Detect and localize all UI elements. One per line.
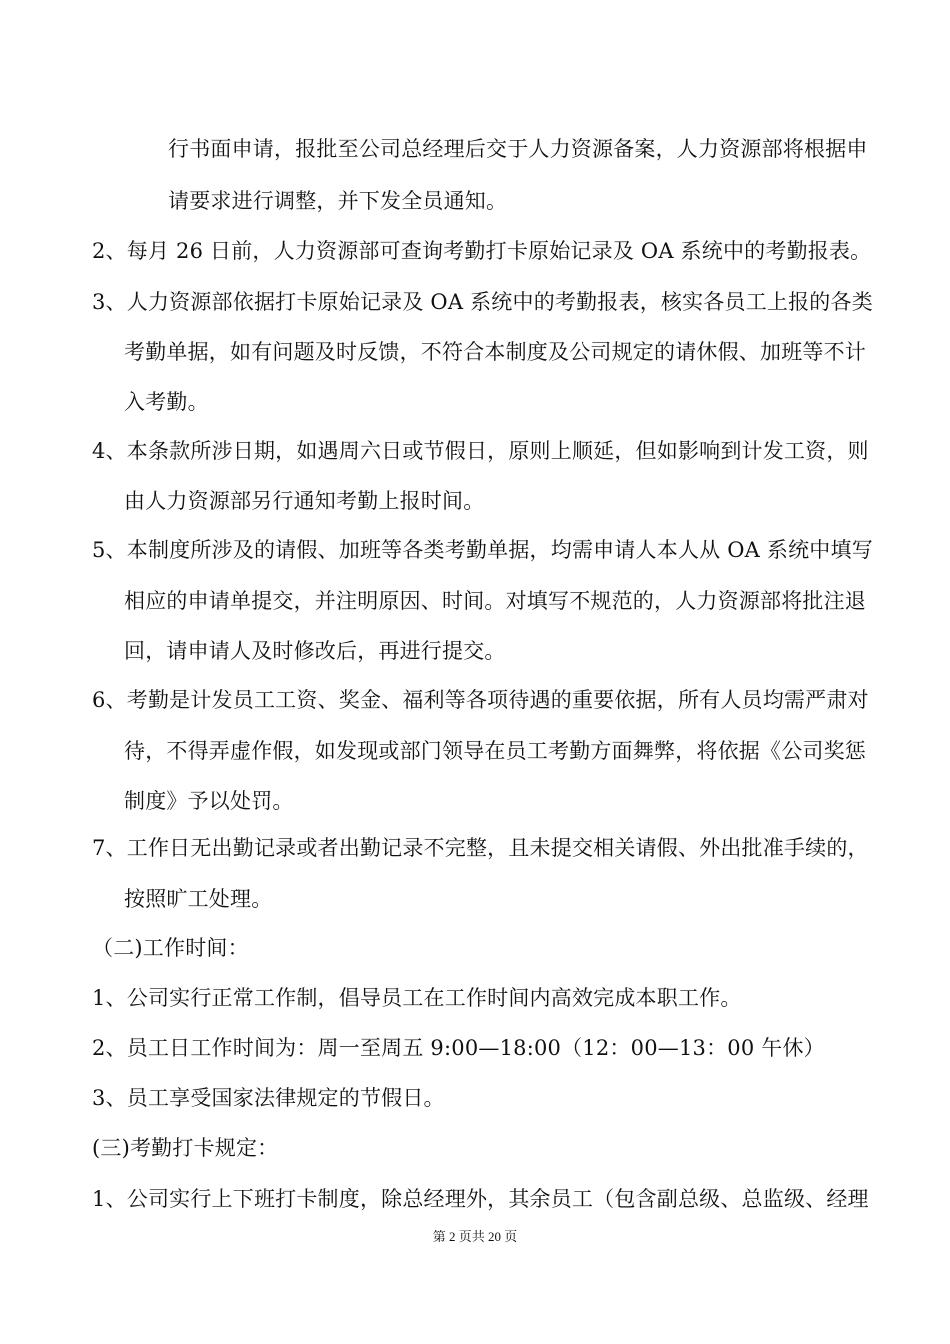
section-heading: (三)考勤打卡规定： [92,1136,279,1160]
text-line: 5、本制度所涉及的请假、加班等各类考勤单据，均需申请人本人从 OA 系统中填写 [92,538,873,562]
text-line: 待，不得弄虚作假，如发现或部门领导在员工考勤方面舞弊，将依据《公司奖惩 [124,739,866,763]
text-line: 相应的申请单提交，并注明原因、时间。对填写不规范的，人力资源部将批注退 [124,589,866,613]
section-heading: （二)工作时间： [92,936,249,960]
text-line: 2、每月 26 日前，人力资源部可查询考勤打卡原始记录及 OA 系统中的考勤报表。 [92,239,872,263]
text-line: 行书面申请，报批至公司总经理后交于人力资源备案，人力资源部将根据申 [168,137,868,161]
text-line: 请要求进行调整，并下发全员通知。 [168,189,508,213]
text-line: 7、工作日无出勤记录或者出勤记录不完整，且未提交相关请假、外出批准手续的， [92,836,869,860]
text-line: 按照旷工处理。 [124,887,273,911]
text-line: 3、员工享受国家法律规定的节假日。 [92,1086,445,1110]
text-line: 由人力资源部另行通知考勤上报时间。 [124,489,485,513]
text-line: 入考勤。 [124,390,209,414]
text-line: 制度》予以处罚。 [124,789,294,813]
text-line: 6、考勤是计发员工工资、奖金、福利等各项待遇的重要依据，所有人员均需严肃对 [92,688,869,712]
page-number: 第 2 页共 20 页 [432,1229,518,1244]
text-line: 回，请申请人及时修改后，再进行提交。 [124,639,506,663]
text-line: 1、公司实行上下班打卡制度，除总经理外，其余员工（包含副总级、总监级、经理 [92,1187,869,1211]
text-line: 考勤单据，如有问题及时反馈，不符合本制度及公司规定的请休假、加班等不计 [124,340,866,364]
text-line: 4、本条款所涉日期，如遇周六日或节假日，原则上顺延，但如影响到计发工资，则 [92,439,869,463]
text-line: 3、人力资源部依据打卡原始记录及 OA 系统中的考勤报表，核实各员工上报的各类 [92,290,873,314]
text-line: 1、公司实行正常工作制，倡导员工在工作时间内高效完成本职工作。 [92,986,742,1010]
text-line: 2、员工日工作时间为：周一至周五 9:00—18:00（12：00—13：00 午休） [92,1036,825,1060]
